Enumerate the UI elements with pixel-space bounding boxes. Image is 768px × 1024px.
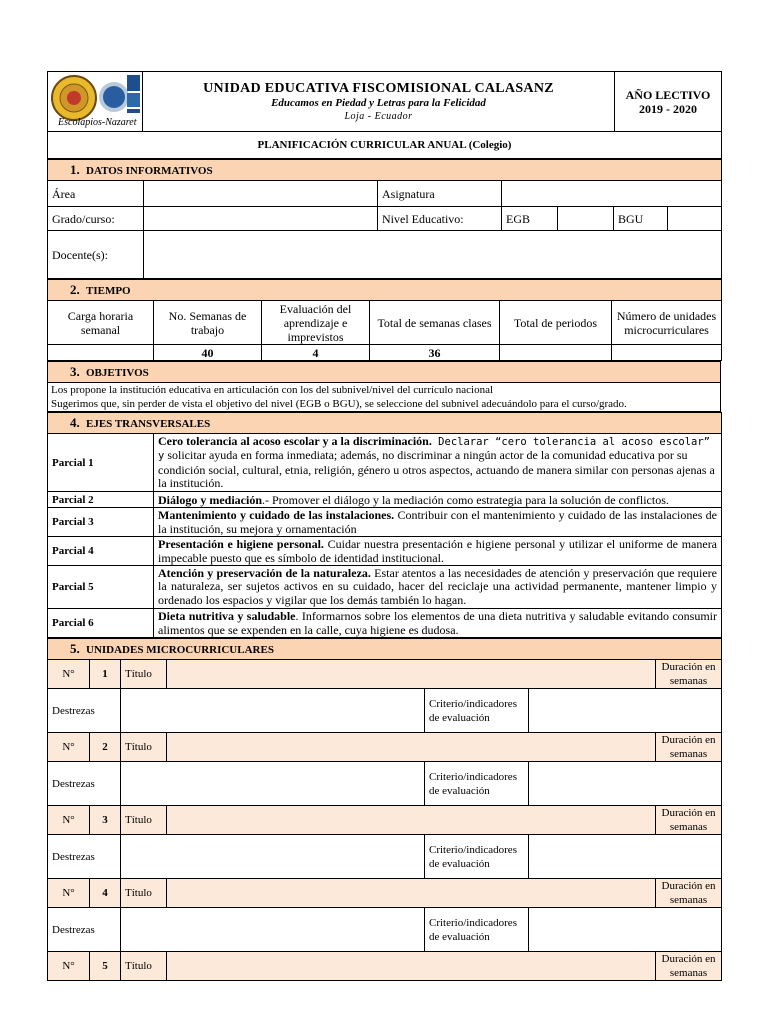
eje-label: Parcial 4 bbox=[48, 537, 154, 566]
bgu-label: BGU bbox=[614, 207, 668, 231]
unit-title-label: Título bbox=[121, 879, 167, 908]
unit-title-row bbox=[48, 660, 722, 689]
criterio-label: Criterio/indicadores de evaluación bbox=[425, 762, 529, 806]
eje-label: Parcial 3 bbox=[48, 508, 154, 537]
unit-number-label: N° bbox=[48, 806, 90, 835]
destrezas-field[interactable] bbox=[121, 762, 425, 806]
semanas-value: 40 bbox=[154, 345, 262, 361]
total-semanas-value: 36 bbox=[370, 345, 500, 361]
criterio-label: Criterio/indicadores de evaluación bbox=[425, 835, 529, 879]
total-periodos-header: Total de periodos bbox=[500, 301, 612, 345]
unit-title-label: Título bbox=[121, 806, 167, 835]
unit-title-field[interactable] bbox=[167, 806, 656, 835]
unidades-header: Número de unidades microcurriculares bbox=[612, 301, 722, 345]
asignatura-field[interactable] bbox=[502, 181, 722, 207]
eje-label: Parcial 2 bbox=[48, 492, 154, 508]
objetivos-text: Los propone la institución educativa en articulación con los del subnivel/nivel del currículo nacional Sugerimos que, sin perder de vista el objetivo del nivel (EGB o BGU), se seleccione del subnivel adecuándolo para el curso/grado. bbox=[48, 383, 721, 412]
criterio-label: Criterio/indicadores de evaluación bbox=[425, 908, 529, 952]
destrezas-label: Destrezas bbox=[48, 835, 121, 879]
unit-duration-label: Duración en semanas bbox=[656, 806, 722, 835]
unit-title-row bbox=[48, 952, 722, 981]
eje-row bbox=[48, 492, 722, 508]
unit-duration-label: Duración en semanas bbox=[656, 879, 722, 908]
eje-text: Presentación e higiene personal. Cuidar nuestra presentación e higiene personal y utilizar el uniforme de manera impecable puesto que es símbolo de identidad institucional. bbox=[154, 537, 722, 566]
carga-value[interactable] bbox=[48, 345, 154, 361]
unit-title-field[interactable] bbox=[167, 660, 656, 689]
eje-label: Parcial 6 bbox=[48, 609, 154, 638]
criterio-field[interactable] bbox=[529, 835, 722, 879]
section-1-header: 1. DATOS INFORMATIVOS bbox=[48, 160, 722, 181]
eje-row bbox=[48, 537, 722, 566]
unit-title-field[interactable] bbox=[167, 952, 656, 981]
eje-text: Mantenimiento y cuidado de las instalaciones. Contribuir con el mantenimiento y cuidado de las instalaciones de la institución, su mejora y ornamentación bbox=[154, 508, 722, 537]
egb-label: EGB bbox=[502, 207, 558, 231]
year-value: 2019 - 2020 bbox=[639, 101, 697, 116]
unit-number-label: N° bbox=[48, 733, 90, 762]
unit-skills-row bbox=[48, 762, 722, 806]
unit-number: 1 bbox=[90, 660, 121, 689]
evaluacion-header: Evaluación del aprendizaje e imprevistos bbox=[262, 301, 370, 345]
destrezas-label: Destrezas bbox=[48, 689, 121, 733]
unit-title-label: Título bbox=[121, 733, 167, 762]
unit-number: 4 bbox=[90, 879, 121, 908]
unit-duration-label: Duración en semanas bbox=[656, 952, 722, 981]
eje-row bbox=[48, 566, 722, 609]
criterio-field[interactable] bbox=[529, 689, 722, 733]
destrezas-label: Destrezas bbox=[48, 762, 121, 806]
school-motto: Educamos en Piedad y Letras para la Felicidad bbox=[271, 96, 486, 109]
carga-header: Carga horaria semanal bbox=[48, 301, 154, 345]
asignatura-label: Asignatura bbox=[378, 181, 502, 207]
eje-label: Parcial 1 bbox=[48, 434, 154, 492]
section-5-header: 5. UNIDADES MICROCURRICULARES bbox=[48, 639, 722, 660]
unit-skills-row bbox=[48, 689, 722, 733]
unit-number-label: N° bbox=[48, 879, 90, 908]
egb-field[interactable] bbox=[558, 207, 614, 231]
semanas-header: No. Semanas de trabajo bbox=[154, 301, 262, 345]
section-datos bbox=[47, 159, 722, 279]
year-label: AÑO LECTIVO bbox=[625, 87, 711, 102]
eje-text: Atención y preservación de la naturaleza. Estar atentos a las necesidades de atención y preservación que requiere la naturaleza, ser sujetos activos en su cuidado, hacer del reciclaje una actividad permanente, mantener limpio y ordenado los espacios y vigilar que los demás también lo hagan. bbox=[154, 566, 722, 609]
section-objetivos bbox=[47, 361, 721, 412]
destrezas-field[interactable] bbox=[121, 689, 425, 733]
total-periodos-value[interactable] bbox=[500, 345, 612, 361]
criterio-field[interactable] bbox=[529, 762, 722, 806]
unit-title-field[interactable] bbox=[167, 733, 656, 762]
logos-cell bbox=[48, 72, 143, 132]
unit-title-field[interactable] bbox=[167, 879, 656, 908]
destrezas-label: Destrezas bbox=[48, 908, 121, 952]
docente-label: Docente(s): bbox=[48, 231, 144, 279]
eje-text: Cero tolerancia al acoso escolar y a la discriminación. Declarar “cero tolerancia al acoso escolar” y solicitar ayuda en forma inmediata; además, no discriminar a ningún actor de la comunidad educativa por su condición social, cultural, etnia, religión, género u otros aspectos, actuando de manera similar con personas ajenas a la institución. bbox=[154, 434, 722, 492]
unit-title-row bbox=[48, 879, 722, 908]
unit-title-label: Título bbox=[121, 952, 167, 981]
logo-caption: Escolapios-Nazaret bbox=[58, 117, 137, 128]
criterio-field[interactable] bbox=[529, 908, 722, 952]
unidades-value[interactable] bbox=[612, 345, 722, 361]
unit-title-row bbox=[48, 806, 722, 835]
unit-skills-row bbox=[48, 908, 722, 952]
eje-text: Diálogo y mediación.- Promover el diálogo y la mediación como estrategia para la solución de conflictos. bbox=[154, 492, 722, 508]
section-ejes bbox=[47, 412, 722, 638]
unit-number-label: N° bbox=[48, 660, 90, 689]
school-info-cell bbox=[143, 72, 615, 132]
bgu-field[interactable] bbox=[668, 207, 722, 231]
unit-number: 2 bbox=[90, 733, 121, 762]
docente-field[interactable] bbox=[144, 231, 722, 279]
unit-title-label: Título bbox=[121, 660, 167, 689]
destrezas-field[interactable] bbox=[121, 908, 425, 952]
unit-number-label: N° bbox=[48, 952, 90, 981]
area-label: Área bbox=[48, 181, 144, 207]
unit-title-row bbox=[48, 733, 722, 762]
criterio-label: Criterio/indicadores de evaluación bbox=[425, 689, 529, 733]
section-3-header: 3. OBJETIVOS bbox=[48, 362, 721, 383]
certification-icon bbox=[127, 75, 140, 91]
school-name: UNIDAD EDUCATIVA FISCOMISIONAL CALASANZ bbox=[203, 80, 554, 96]
eje-text: Dieta nutritiva y saludable. Informarnos sobre los elementos de una dieta nutritiva y saludable evitando consumir alimentos que se expenden en la calle, cuya higiene es dudosa. bbox=[154, 609, 722, 638]
planning-document bbox=[47, 71, 721, 981]
eje-row bbox=[48, 434, 722, 492]
nivel-label: Nivel Educativo: bbox=[378, 207, 502, 231]
plan-title: PLANIFICACIÓN CURRICULAR ANUAL (Colegio) bbox=[48, 132, 722, 159]
unit-duration-label: Duración en semanas bbox=[656, 660, 722, 689]
section-2-header: 2. TIEMPO bbox=[48, 280, 722, 301]
school-location: Loja - Ecuador bbox=[344, 110, 413, 122]
section-4-header: 4. EJES TRANSVERSALES bbox=[48, 413, 722, 434]
destrezas-field[interactable] bbox=[121, 835, 425, 879]
evaluacion-value: 4 bbox=[262, 345, 370, 361]
grado-label: Grado/curso: bbox=[48, 207, 144, 231]
unit-number: 3 bbox=[90, 806, 121, 835]
unit-duration-label: Duración en semanas bbox=[656, 733, 722, 762]
unit-skills-row bbox=[48, 835, 722, 879]
eje-row bbox=[48, 508, 722, 537]
eje-row bbox=[48, 609, 722, 638]
eje-label: Parcial 5 bbox=[48, 566, 154, 609]
area-field[interactable] bbox=[144, 181, 378, 207]
header-table bbox=[47, 71, 722, 159]
section-unidades bbox=[47, 638, 722, 981]
total-semanas-header: Total de semanas clases bbox=[370, 301, 500, 345]
section-tiempo bbox=[47, 279, 722, 361]
grado-field[interactable] bbox=[144, 207, 378, 231]
units-body bbox=[48, 660, 722, 981]
school-year-cell bbox=[615, 72, 722, 132]
unit-number: 5 bbox=[90, 952, 121, 981]
